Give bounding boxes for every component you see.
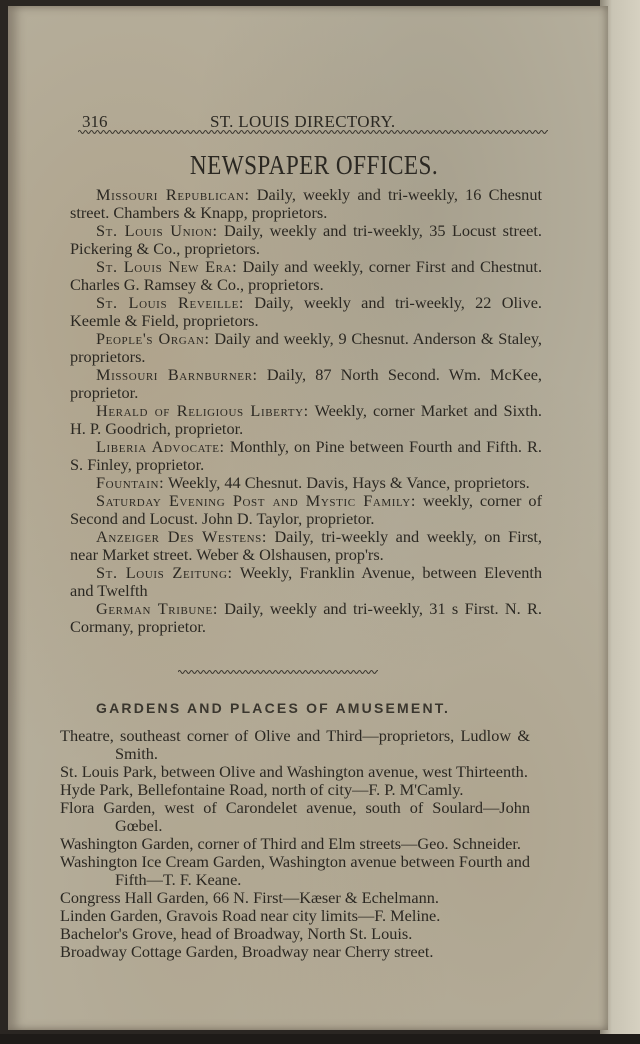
list-item (70, 492, 542, 528)
entry-name: St. Louis Reveille: (96, 293, 245, 312)
list-item (70, 294, 542, 330)
entry-name: Herald of Religious Liberty: (96, 401, 309, 420)
entry-name: St. Louis New Era: (96, 257, 238, 276)
section-divider-wavy-rule (178, 668, 378, 676)
list-item (70, 222, 542, 258)
entry-text: Weekly, Franklin Avenue, between Eleventh and Twelfth (70, 563, 542, 600)
list-item: Congress Hall Garden, 66 N. First—Kæser & Echelmann. (60, 888, 439, 907)
list-item: Hyde Park, Bellefontaine Road, north of city—F. P. M'Camly. (60, 780, 464, 799)
list-item (70, 600, 542, 636)
entry-name: People's Organ: (96, 329, 210, 348)
list-item (70, 402, 542, 438)
list-item: St. Louis Park, between Olive and Washington avenue, west Thirteenth. (60, 762, 528, 781)
entry-name: St. Louis Zeitung: (96, 563, 233, 582)
entry-name: Liberia Advocate: (96, 437, 225, 456)
list-item (70, 438, 542, 474)
entry-text: Daily, tri-weekly and weekly, on First, near Market street. Weber & Olshausen, prop'rs. (70, 527, 543, 564)
section-title-gardens: GARDENS AND PLACES OF AMUSEMENT. (96, 700, 451, 716)
list-item (70, 366, 542, 402)
list-item: Linden Garden, Gravois Road near city limits—F. Meline. (60, 906, 441, 925)
list-item: Flora Garden, west of Carondelet avenue, south of Soulard—John Gœbel. (60, 798, 530, 835)
list-item: Bachelor's Grove, head of Broadway, North St. Louis. (60, 924, 413, 943)
entry-name: Missouri Barnburner: (96, 365, 258, 384)
list-item (70, 474, 542, 492)
scan-border (0, 1034, 640, 1044)
entry-text: Daily, weekly and tri-weekly, 16 Chesnut street. Chambers & Knapp, proprietors. (70, 185, 542, 222)
list-item: Theatre, southeast corner of Olive and Third—proprietors, Ludlow & Smith. (60, 726, 530, 763)
running-title: ST. LOUIS DIRECTORY. (210, 112, 396, 131)
list-item (70, 564, 542, 600)
book-page (8, 6, 608, 1030)
entry-text: Daily, weekly and tri-weekly, 35 Locust street. Pickering & Co., proprietors. (70, 221, 542, 258)
list-item (70, 330, 542, 366)
header-wavy-rule (78, 128, 548, 136)
entry-name: German Tribune: (96, 599, 218, 618)
entry-text: Daily, weekly and tri-weekly, 22 Olive. Keemle & Field, proprietors. (70, 293, 542, 330)
entry-text: Daily and weekly, corner First and Chestnut. Charles G. Ramsey & Co., proprietors. (70, 257, 543, 294)
entry-name: Saturday Evening Post and Mystic Family: (96, 491, 416, 510)
gardens-list (60, 727, 530, 961)
list-item: Washington Ice Cream Garden, Washington avenue between Fourth and Fifth—T. F. Keane. (60, 852, 530, 889)
entry-name: Anzeiger Des Westens: (96, 527, 267, 546)
list-item (70, 258, 542, 294)
entry-text: Daily, 87 North Second. Wm. McKee, proprietor. (70, 365, 542, 402)
entry-name: Fountain: (96, 473, 165, 492)
list-item (70, 186, 542, 222)
section-title-newspapers: NEWSPAPER OFFICES. (189, 150, 439, 180)
entry-name: St. Louis Union: (96, 221, 218, 240)
list-item: Broadway Cottage Garden, Broadway near Cherry street. (60, 942, 434, 961)
page-number: 316 (82, 112, 108, 131)
newspaper-list (70, 186, 542, 636)
entry-text: weekly, corner of Second and Locust. John D. Taylor, proprietor. (70, 491, 542, 528)
entry-text: Weekly, 44 Chesnut. Davis, Hays & Vance, proprietors. (164, 473, 530, 492)
list-item: Washington Garden, corner of Third and Elm streets—Geo. Schneider. (60, 834, 521, 853)
entry-text: Daily and weekly, 9 Chesnut. Anderson & Staley, proprietors. (70, 329, 542, 366)
list-item (70, 528, 542, 564)
entry-text: Monthly, on Pine between Fourth and Fifth. R. S. Finley, proprietor. (70, 437, 542, 474)
entry-text: Weekly, corner Market and Sixth. H. P. Goodrich, proprietor. (70, 401, 542, 438)
entry-text: Daily, weekly and tri-weekly, 31 s First. N. R. Cormany, proprietor. (70, 599, 542, 636)
entry-name: Missouri Republican: (96, 185, 250, 204)
